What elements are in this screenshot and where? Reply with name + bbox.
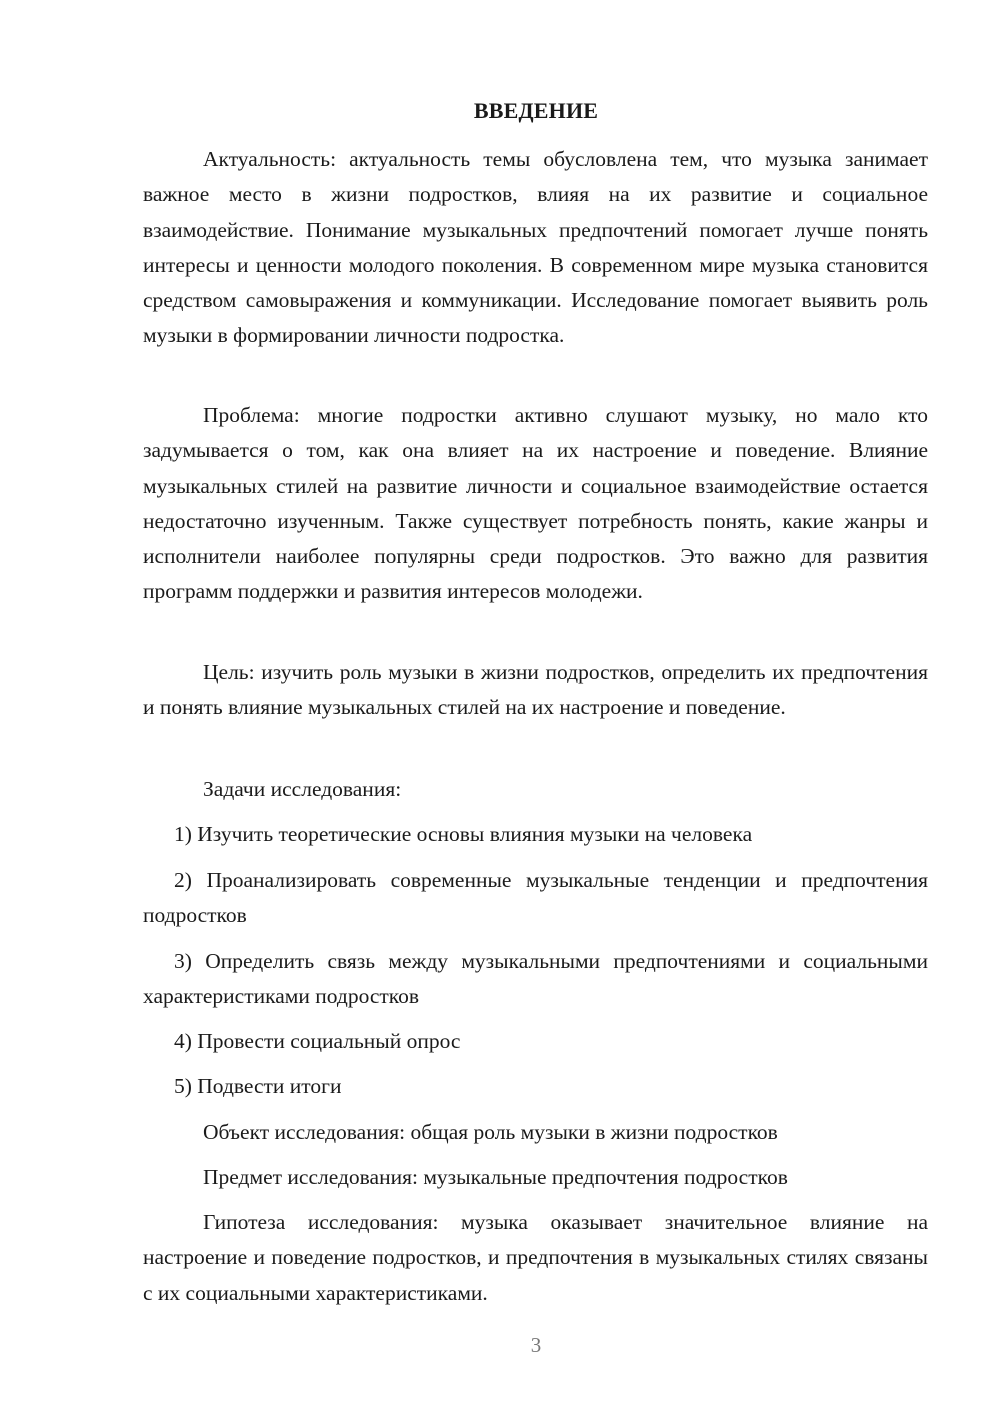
task-item: 4) Провести социальный опрос — [174, 1029, 461, 1053]
hypothesis-block — [143, 1205, 928, 1311]
subject-paragraph: Предмет исследования: музыкальные предпочтения подростков — [203, 1165, 788, 1189]
hypothesis-paragraph: Гипотеза исследования: музыка оказывает значительное влияние на настроение и поведение подростков, и предпочтения в музыкальных стилях связаны с их социальными характеристиками. — [143, 1210, 928, 1305]
goal-block — [143, 655, 928, 726]
tasks-heading: Задачи исследования: — [203, 777, 402, 801]
task-item: 5) Подвести итоги — [174, 1074, 342, 1098]
object-block — [143, 1115, 928, 1150]
problem-block — [143, 398, 928, 610]
object-paragraph: Объект исследования: общая роль музыки в жизни подростков — [203, 1120, 778, 1144]
goal-paragraph: Цель: изучить роль музыки в жизни подростков, определить их предпочтения и понять влияние музыкальных стилей на их настроение и поведение. — [143, 660, 928, 720]
subject-block — [143, 1160, 928, 1195]
page-number: 3 — [530, 1333, 542, 1357]
task-item-2-block — [143, 863, 928, 934]
task-item-5-block — [143, 1069, 928, 1104]
relevance-block — [143, 142, 928, 354]
section-title: ВВЕДЕНИЕ — [473, 98, 599, 123]
task-item-1-block — [143, 817, 928, 852]
task-item-3-block — [143, 944, 928, 1015]
tasks-heading-block — [143, 772, 928, 807]
task-item-4-block — [143, 1024, 928, 1059]
problem-paragraph: Проблема: многие подростки активно слушают музыку, но мало кто задумывается о том, как она влияет на их настроение и поведение. Влияние музыкальных стилей на развитие личности и социальное взаимодействие остается недостаточно изученным. Также существует потребность понять, какие жанры и исполнители наиболее популярны среди подростков. Это важно для развития программ поддержки и развития интересов молодежи. — [143, 403, 928, 604]
task-item: 1) Изучить теоретические основы влияния музыки на человека — [174, 822, 753, 846]
task-item: 3) Определить связь между музыкальными предпочтениями и социальными характеристиками подростков — [143, 949, 928, 1009]
relevance-paragraph: Актуальность: актуальность темы обусловлена тем, что музыка занимает важное место в жизни подростков, влияя на их развитие и социальное взаимодействие. Понимание музыкальных предпочтений помогает лучше понять интересы и ценности молодого поколения. В современном мире музыка становится средством самовыражения и коммуникации. Исследование помогает выявить роль музыки в формировании личности подростка. — [143, 147, 928, 348]
task-item: 2) Проанализировать современные музыкальные тенденции и предпочтения подростков — [143, 868, 928, 928]
